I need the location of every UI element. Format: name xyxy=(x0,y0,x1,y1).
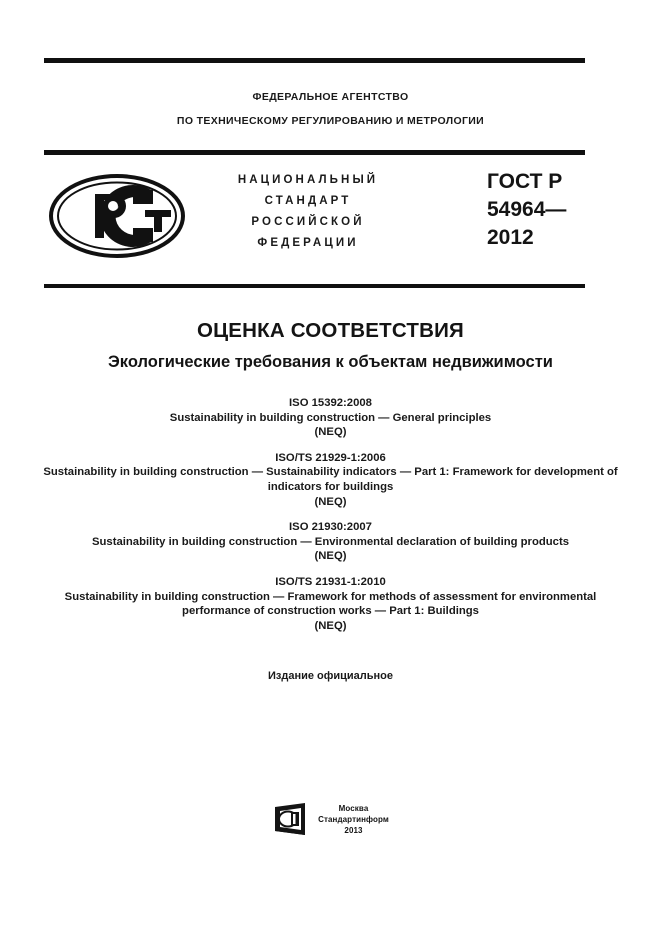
standard-designation xyxy=(487,168,637,252)
iso-name: Sustainability in building construction — General principles xyxy=(169,411,492,424)
iso-code: ISO 15392:2008 xyxy=(289,397,372,409)
divider-top xyxy=(44,58,585,63)
standard-line-2: СТАНДАРТ xyxy=(264,195,352,207)
iso-equivalence: (NEQ) xyxy=(314,619,347,632)
rst-emblem xyxy=(47,172,187,260)
iso-reference-item xyxy=(30,396,631,440)
publisher-imprint xyxy=(0,800,661,838)
page-subtitle: Экологические требования к объектам недвижимости xyxy=(108,353,553,371)
iso-equivalence: (NEQ) xyxy=(314,426,347,439)
standartinform-logo-icon xyxy=(272,800,310,838)
divider-below-emblem xyxy=(44,284,585,288)
iso-code: ISO/TS 21929-1:2006 xyxy=(275,451,386,464)
designation-number: 54964— xyxy=(487,198,567,221)
designation-prefix: ГОСТ Р xyxy=(487,170,563,193)
iso-reference-item xyxy=(30,520,631,564)
official-edition-note: Издание официальное xyxy=(267,670,394,682)
iso-code: ISO/TS 21931-1:2010 xyxy=(275,575,386,588)
national-standard-heading xyxy=(196,170,420,254)
iso-reference-list xyxy=(30,396,631,644)
iso-code: ISO 21930:2007 xyxy=(289,521,372,534)
imprint-publisher: Стандартинформ xyxy=(318,814,389,824)
iso-name: Sustainability in building construction — Environmental declaration of building products xyxy=(91,535,569,548)
agency-line-2: ПО ТЕХНИЧЕСКОМУ РЕГУЛИРОВАНИЮ И МЕТРОЛОГИИ xyxy=(176,115,485,127)
iso-name: Sustainability in building construction — Framework for methods of assessment for environmental performance of construction works — Part 1: Buildings xyxy=(64,590,597,618)
designation-year: 2012 xyxy=(487,226,534,249)
standard-line-4: ФЕДЕРАЦИИ xyxy=(257,237,359,249)
imprint-year: 2013 xyxy=(344,825,363,835)
iso-reference-item xyxy=(30,575,631,633)
standard-line-1: НАЦИОНАЛЬНЫЙ xyxy=(237,174,379,186)
standard-line-3: РОССИЙСКОЙ xyxy=(251,216,365,228)
agency-line-1: ФЕДЕРАЛЬНОЕ АГЕНТСТВО xyxy=(252,91,409,103)
iso-name: Sustainability in building construction — Sustainability indicators — Part 1: Framework for development of indicators for buildings xyxy=(43,466,618,493)
imprint-text xyxy=(318,803,389,836)
divider-above-emblem xyxy=(44,150,585,155)
iso-equivalence: (NEQ) xyxy=(314,495,347,508)
page-title: ОЦЕНКА СООТВЕТСТВИЯ xyxy=(196,319,464,342)
imprint-city: Москва xyxy=(338,803,369,813)
iso-equivalence: (NEQ) xyxy=(314,550,347,563)
iso-reference-item xyxy=(30,451,631,509)
